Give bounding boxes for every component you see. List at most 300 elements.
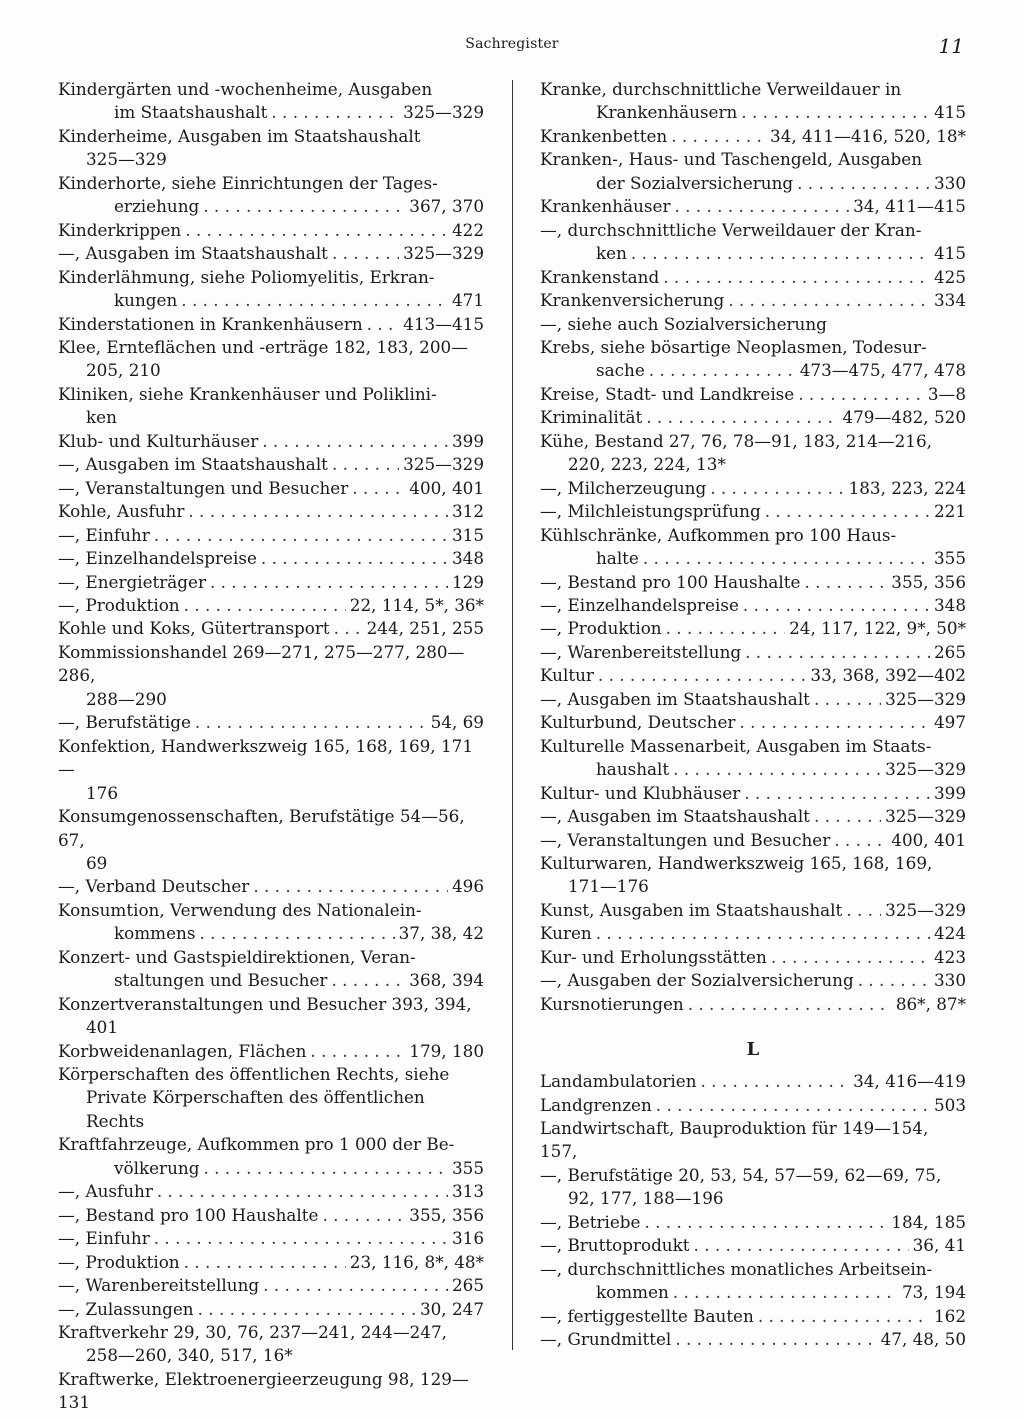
page-references: 497 (933, 712, 966, 733)
leader-dots (771, 946, 930, 969)
entry-term: Kunst, Ausgaben im Staatshaushalt (540, 899, 843, 920)
entry-term: ken (596, 243, 627, 264)
page-references: 37, 38, 42 (398, 923, 484, 944)
page-references: 183, 223, 224 (848, 477, 966, 498)
index-entry-line (540, 477, 966, 500)
index-entry-line (540, 195, 966, 218)
entry-term: —, Veranstaltungen und Besucher (540, 829, 831, 850)
index-entry (540, 664, 966, 687)
index-entry-line: Klee, Ernteflächen und -erträge 182, 183, 200— (58, 336, 468, 357)
leader-dots (846, 899, 881, 922)
index-entry (540, 1234, 966, 1257)
index-entry-line: 401 (86, 1017, 119, 1038)
page-references: 399 (451, 430, 484, 451)
leader-dots (694, 1234, 909, 1257)
leader-dots (666, 617, 785, 640)
index-entry-line (540, 922, 966, 945)
leader-dots (367, 313, 400, 336)
page-references: 355, 356 (409, 1204, 484, 1225)
index-entry-line (540, 1328, 966, 1351)
index-entry-line (540, 406, 966, 429)
entry-term: Kur- und Erholungsstätten (540, 946, 767, 967)
index-entry (58, 711, 484, 734)
leader-dots (334, 617, 363, 640)
index-entry (58, 617, 484, 640)
page-references: 325—329 (885, 688, 966, 709)
index-entry-line (86, 1157, 484, 1180)
page-references: 22, 114, 5*, 36* (349, 594, 484, 615)
index-entry (540, 266, 966, 289)
index-entry (58, 78, 484, 125)
index-entry (540, 782, 966, 805)
entry-term: —, Betriebe (540, 1211, 641, 1232)
index-entry (540, 477, 966, 500)
entry-term: —, Ausfuhr (58, 1181, 153, 1202)
index-entry-line (540, 383, 966, 406)
index-entry-line: Rechts (86, 1110, 145, 1131)
page-references: 34, 411—416, 520, 18* (770, 125, 966, 146)
index-entry-line: Kindergärten und -wochenheime, Ausgaben (58, 79, 433, 99)
index-entry (540, 125, 966, 148)
entry-term: —, Produktion (58, 1251, 180, 1272)
leader-dots (728, 289, 930, 312)
leader-dots (203, 1157, 448, 1180)
leader-dots (332, 453, 399, 476)
index-entry-line: Private Körperschaften des öffentlichen (86, 1087, 425, 1108)
index-entry-line (540, 571, 966, 594)
page-references: 496 (451, 876, 484, 897)
index-entry-line (540, 594, 966, 617)
leader-dots (858, 969, 930, 992)
entry-term: —, Einzelhandelspreise (540, 594, 739, 615)
index-entry (540, 805, 966, 828)
index-entry-line (58, 875, 484, 898)
index-entry (58, 875, 484, 898)
leader-dots (261, 547, 448, 570)
index-entry (58, 899, 484, 946)
page-references: 325—329 (403, 243, 484, 264)
entry-term: —, Produktion (58, 594, 180, 615)
page-references: 334 (933, 290, 966, 311)
index-entry-line: Kinderhorte, siehe Einrichtungen der Tages- (58, 172, 438, 193)
leader-dots (596, 922, 930, 945)
index-entry (540, 1164, 966, 1211)
index-entry-line: Kliniken, siehe Krankenhäuser und Poliklini- (58, 383, 437, 404)
leader-dots (688, 993, 892, 1016)
page-references: 415 (933, 102, 966, 123)
index-entry-line (58, 430, 484, 453)
entry-term: sache (596, 360, 645, 381)
leader-dots (758, 1305, 930, 1328)
index-entry-line (540, 829, 966, 852)
index-entry-line (58, 617, 484, 640)
entry-term: —, Ausgaben im Staatshaushalt (58, 454, 328, 475)
page-references: 471 (451, 290, 484, 311)
entry-term: Kuren (540, 923, 592, 944)
page-references: 473—475, 477, 478 (799, 360, 966, 381)
entry-term: kommen (596, 1282, 669, 1303)
index-entry-line (540, 711, 966, 734)
page-references: 415 (933, 243, 966, 264)
page-references: 86*, 87* (895, 993, 966, 1014)
index-entry (540, 1305, 966, 1328)
leader-dots (675, 1328, 876, 1351)
index-entry-line: Kinderlähmung, siehe Poliomyelitis, Erkran- (58, 266, 435, 287)
entry-term: Klub- und Kulturhäuser (58, 430, 259, 451)
index-entry (58, 594, 484, 617)
entry-term: Landambulatorien (540, 1071, 697, 1092)
entry-term: —, Energieträger (58, 571, 206, 592)
leader-dots (195, 711, 427, 734)
index-entry (58, 242, 484, 265)
index-entry-line (540, 1094, 966, 1117)
entry-term: —, Ausgaben der Sozialversicherung (540, 970, 854, 991)
index-entry (58, 1368, 484, 1415)
leader-dots (745, 641, 930, 664)
entry-term: —, Einzelhandelspreise (58, 548, 257, 569)
leader-dots (644, 1211, 887, 1234)
index-entry-line: 325—329 (86, 149, 167, 170)
entry-term: erziehung (114, 196, 200, 217)
index-entry-line (540, 993, 966, 1016)
entry-term: —, Warenbereitstellung (540, 641, 742, 662)
page-references: 34, 416—419 (853, 1071, 966, 1092)
index-entry-line: Landwirtschaft, Bauproduktion für 149—154, 157, (540, 1118, 929, 1162)
leader-dots (198, 1298, 416, 1321)
index-entry (540, 993, 966, 1016)
index-entry-line (86, 101, 484, 124)
leader-dots (154, 524, 448, 547)
page-references: 73, 194 (901, 1282, 966, 1303)
page-references: 23, 116, 8*, 48* (349, 1251, 484, 1272)
index-entry-line (540, 969, 966, 992)
page-references: 422 (451, 219, 484, 240)
entry-term: kungen (114, 290, 178, 311)
index-entry (58, 805, 484, 875)
entry-term: —, Berufstätige (58, 712, 191, 733)
leader-dots (798, 383, 924, 406)
index-entry-line (540, 688, 966, 711)
index-entry-line (568, 1281, 966, 1304)
leader-dots (154, 1227, 448, 1250)
index-entry-line: 92, 177, 188—196 (568, 1188, 724, 1209)
leader-dots (674, 195, 849, 218)
index-entry (540, 289, 966, 312)
index-entry (58, 1251, 484, 1274)
index-entry (58, 524, 484, 547)
entry-term: —, Grundmittel (540, 1329, 672, 1350)
index-entry (540, 313, 966, 336)
page-references: 400, 401 (409, 477, 484, 498)
index-entry-line: 171—176 (568, 876, 649, 897)
entry-term: —, fertiggestellte Bauten (540, 1305, 754, 1326)
leader-dots (673, 1281, 898, 1304)
index-entry-line: Konzert- und Gastspieldirektionen, Veran- (58, 946, 416, 967)
index-entry-line (540, 1234, 966, 1257)
page-references: 348 (933, 594, 966, 615)
index-entry (58, 1040, 484, 1063)
index-entry-line: 69 (86, 852, 108, 873)
index-entry (58, 219, 484, 242)
index-entry-line (58, 1298, 484, 1321)
index-entry-line (540, 500, 966, 523)
entry-term: —, Produktion (540, 618, 662, 639)
page-references: 330 (933, 970, 966, 991)
index-entry (540, 711, 966, 734)
leader-dots (834, 829, 887, 852)
entry-term: kommens (114, 923, 196, 944)
index-entry-line: Kranken-, Haus- und Taschengeld, Ausgaben (540, 149, 923, 170)
index-entry-line (58, 1227, 484, 1250)
index-entry-line (58, 524, 484, 547)
index-entry (58, 477, 484, 500)
index-entry (540, 336, 966, 383)
index-entry-line (540, 617, 966, 640)
page-references: 325—329 (885, 806, 966, 827)
entry-term: Kursnotierungen (540, 993, 684, 1014)
page-references: 479—482, 520 (842, 407, 966, 428)
index-entry-line (58, 547, 484, 570)
entry-term: Krankenhäuser (540, 196, 671, 217)
page-references: 184, 185 (891, 1211, 966, 1232)
index-entry-line: 288—290 (86, 688, 167, 709)
index-entry (58, 383, 484, 430)
entry-term: —, Einfuhr (58, 524, 150, 545)
index-entry-line (540, 266, 966, 289)
index-entry (540, 524, 966, 571)
entry-term: Kriminalität (540, 407, 643, 428)
index-entry-line (58, 1040, 484, 1063)
index-entry (540, 406, 966, 429)
page-references: 367, 370 (409, 196, 484, 217)
leader-dots (663, 266, 930, 289)
entry-term: —, Milchleistungsprüfung (540, 501, 761, 522)
page-references: 33, 368, 392—402 (810, 665, 966, 686)
leader-dots (188, 500, 448, 523)
index-entry-line: 176 (86, 782, 119, 803)
entry-term: —, Milcherzeugung (540, 477, 707, 498)
index-entry (540, 617, 966, 640)
leader-dots (804, 571, 887, 594)
leader-dots (744, 782, 930, 805)
index-entry (58, 1133, 484, 1180)
index-entry-line (58, 1180, 484, 1203)
leader-dots (352, 477, 405, 500)
index-entry (58, 1274, 484, 1297)
index-entry-line: Konsumtion, Verwendung des Nationalein- (58, 899, 422, 920)
entry-term: Kultur (540, 665, 594, 686)
index-entry (58, 1204, 484, 1227)
page-number: 11 (938, 34, 964, 58)
index-entry-line: —, Berufstätige 20, 53, 54, 57—59, 62—69, 75, (540, 1164, 942, 1185)
index-entry-line (58, 594, 484, 617)
page-references: 325—329 (403, 454, 484, 475)
page-references: 423 (933, 946, 966, 967)
index-entry-line (58, 453, 484, 476)
leader-dots (643, 547, 930, 570)
index-entry (58, 547, 484, 570)
page-references: 54, 69 (430, 712, 484, 733)
index-entry-line: Kraftverkehr 29, 30, 76, 237—241, 244—247, (58, 1322, 447, 1343)
page-header (0, 34, 1024, 58)
entry-term: —, Zulassungen (58, 1298, 194, 1319)
page-references: 30, 247 (419, 1298, 484, 1319)
leader-dots (797, 172, 930, 195)
index-entry-line: Konfektion, Handwerkszweig 165, 168, 169, 171— (58, 735, 473, 780)
leader-dots (701, 1070, 850, 1093)
leader-dots (210, 571, 448, 594)
index-entry-line (568, 172, 966, 195)
index-entry-line (540, 1305, 966, 1328)
index-entry-line (58, 219, 484, 242)
leader-dots (814, 805, 881, 828)
index-entry-line (540, 289, 966, 312)
index-entry-line (58, 477, 484, 500)
leader-dots (157, 1180, 448, 1203)
index-entry (540, 969, 966, 992)
index-entry (58, 500, 484, 523)
index-entry-line (540, 946, 966, 969)
leader-dots (263, 1274, 448, 1297)
page-references: 330 (933, 172, 966, 193)
index-entry-line: Kulturelle Massenarbeit, Ausgaben im Staats- (540, 735, 932, 756)
index-entry-line (540, 125, 966, 148)
entry-term: Korbweidenanlagen, Flächen (58, 1040, 307, 1061)
entry-term: Krankenhäusern (596, 102, 738, 123)
index-entry (540, 219, 966, 266)
index-entry-line (540, 805, 966, 828)
index-entry (540, 1070, 966, 1093)
index-entry-line (568, 242, 966, 265)
index-entry-line (58, 1274, 484, 1297)
index-entry-line (58, 313, 484, 336)
entry-term: —, Bestand pro 100 Haushalte (540, 571, 801, 592)
leader-dots (649, 359, 796, 382)
index-entry-line: Kraftwerke, Elektroenergieerzeugung 98, 129—131 (58, 1368, 469, 1413)
index-entry (540, 735, 966, 782)
index-entry-line (86, 969, 484, 992)
entry-term: halte (596, 548, 639, 569)
page-references: 399 (933, 782, 966, 803)
running-head: Sachregister (465, 36, 559, 52)
index-entry (58, 336, 484, 383)
index-column-right (540, 78, 966, 1352)
index-entry (540, 688, 966, 711)
leader-dots (814, 688, 881, 711)
index-entry-line (540, 1070, 966, 1093)
column-divider (512, 80, 513, 1350)
page-references: 34, 411—415 (853, 196, 966, 217)
index-entry (58, 1063, 484, 1133)
index-entry-line: ken (86, 407, 117, 428)
leader-dots (739, 711, 930, 734)
entry-term: —, Warenbereitstellung (58, 1275, 260, 1296)
index-entry (58, 571, 484, 594)
page-references: 36, 41 (912, 1235, 966, 1256)
leader-dots (253, 875, 448, 898)
leader-dots (199, 922, 394, 945)
index-entry-line: Konzertveranstaltungen und Besucher 393, 394, (58, 993, 472, 1014)
index-entry-line: Krebs, siehe bösartige Neoplasmen, Todesur- (540, 336, 927, 357)
entry-term: —, Bestand pro 100 Haushalte (58, 1204, 319, 1225)
index-entry (540, 78, 966, 125)
leader-dots (741, 101, 930, 124)
index-entry (58, 946, 484, 993)
leader-dots (743, 594, 930, 617)
page-references: 425 (933, 266, 966, 287)
leader-dots (673, 758, 881, 781)
index-entry-line: Konsumgenossenschaften, Berufstätige 54—56, 67, (58, 806, 465, 850)
page-references: 265 (933, 641, 966, 662)
page-references: 244, 251, 255 (366, 618, 484, 639)
index-entry-line (58, 711, 484, 734)
index-entry (58, 1298, 484, 1321)
index-entry (540, 1328, 966, 1351)
index-entry-line: —, durchschnittliche Verweildauer der Kran- (540, 219, 922, 240)
entry-term: Landgrenzen (540, 1094, 652, 1115)
index-entry (58, 266, 484, 313)
page-references: 162 (933, 1305, 966, 1326)
leader-dots (203, 195, 405, 218)
index-entry-line: —, durchschnittliches monatliches Arbeitsein- (540, 1258, 933, 1279)
index-entry-line (568, 758, 966, 781)
index-entry (540, 594, 966, 617)
leader-dots (331, 969, 405, 992)
page-references: 400, 401 (891, 829, 966, 850)
entry-term: Kinderstationen in Krankenhäusern (58, 313, 363, 334)
entry-term: staltungen und Besucher (114, 970, 328, 991)
index-entry-line (540, 782, 966, 805)
page-references: 221 (933, 501, 966, 522)
page-references: 503 (933, 1094, 966, 1115)
leader-dots (185, 219, 448, 242)
index-entry (58, 430, 484, 453)
page-references: 355 (933, 548, 966, 569)
entry-term: Kinderkrippen (58, 219, 182, 240)
index-entry (540, 571, 966, 594)
index-entry-line (568, 101, 966, 124)
leader-dots (332, 242, 399, 265)
page-references: 129 (451, 571, 484, 592)
index-entry-line: Kraftfahrzeuge, Aufkommen pro 1 000 der Be- (58, 1134, 455, 1155)
page-references: 413—415 (403, 313, 484, 334)
section-heading-letter: L (746, 1039, 760, 1061)
index-entry-line: Kühe, Bestand 27, 76, 78—91, 183, 214—216, (540, 430, 932, 451)
entry-term: Kulturbund, Deutscher (540, 712, 736, 733)
index-entry-line: Körperschaften des öffentlichen Rechts, siehe (58, 1064, 450, 1085)
index-entry (58, 735, 484, 805)
leader-dots (322, 1204, 405, 1227)
page-references: 265 (451, 1275, 484, 1296)
entry-term: —, Bruttoprodukt (540, 1235, 690, 1256)
index-entry-line: Kulturwaren, Handwerkszweig 165, 168, 169, (540, 852, 933, 873)
index-entry (540, 641, 966, 664)
index-entry-line (540, 1211, 966, 1234)
leader-dots (271, 101, 399, 124)
leader-dots (656, 1094, 930, 1117)
index-entry (58, 172, 484, 219)
page-references: 325—329 (885, 759, 966, 780)
entry-term: —, Ausgaben im Staatshaushalt (58, 243, 328, 264)
leader-dots (598, 664, 807, 687)
leader-dots (310, 1040, 405, 1063)
page-references: 368, 394 (409, 970, 484, 991)
index-entry (58, 641, 484, 711)
index-entry (58, 1227, 484, 1250)
index-entry-line (540, 664, 966, 687)
index-entry-line: Kranke, durchschnittliche Verweildauer in (540, 79, 902, 99)
leader-dots (631, 242, 930, 265)
